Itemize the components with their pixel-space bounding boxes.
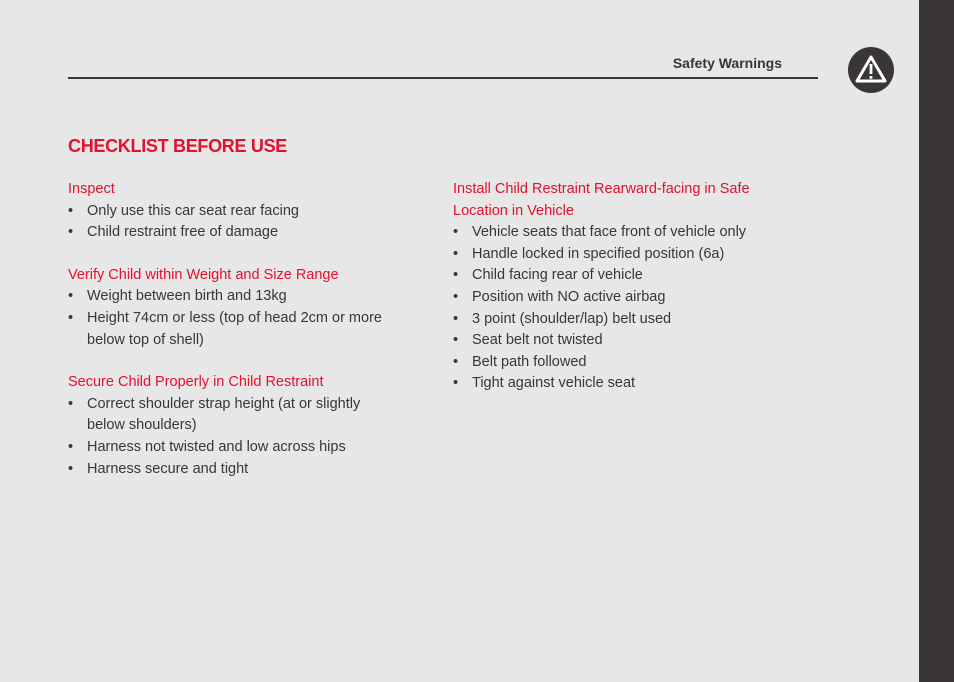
list-item: • Child restraint free of damage xyxy=(68,222,398,244)
checklist-items xyxy=(453,222,773,395)
header-divider xyxy=(68,77,818,79)
list-item: • Harness secure and tight xyxy=(68,459,398,481)
right-column xyxy=(453,179,773,416)
checklist-items xyxy=(68,286,398,351)
list-item: • Height 74cm or less (top of head 2cm or more below top of shell) xyxy=(68,308,398,351)
list-item: • Belt path followed xyxy=(453,352,773,374)
list-item: • Weight between birth and 13kg xyxy=(68,286,398,308)
section-heading: Install Child Restraint Rearward-facing in Safe Location in Vehicle xyxy=(453,181,750,219)
checklist-items xyxy=(68,201,398,244)
section-inspect xyxy=(68,179,398,244)
checklist-title: CHECKLIST BEFORE USE xyxy=(68,136,288,156)
list-item: • Child facing rear of vehicle xyxy=(453,265,773,287)
page-edge-bar xyxy=(919,0,954,682)
list-item: • Tight against vehicle seat xyxy=(453,373,773,395)
list-item: • Vehicle seats that face front of vehicle only xyxy=(453,222,773,244)
section-heading: Verify Child within Weight and Size Range xyxy=(68,266,339,283)
checklist-items xyxy=(68,394,398,480)
left-column xyxy=(68,179,398,501)
section-heading: Inspect xyxy=(68,181,115,197)
section-heading: Secure Child Properly in Child Restraint xyxy=(68,374,324,391)
header-title: Safety Warnings xyxy=(672,55,782,71)
list-item: • Harness not twisted and low across hips xyxy=(68,437,398,459)
list-item: • Correct shoulder strap height (at or slightly below shoulders) xyxy=(68,394,398,437)
list-item: • Only use this car seat rear facing xyxy=(68,201,398,223)
list-item: • Position with NO active airbag xyxy=(453,287,773,309)
section-secure-child xyxy=(68,372,398,480)
list-item: • Handle locked in specified position (6a) xyxy=(453,244,773,266)
list-item: • 3 point (shoulder/lap) belt used xyxy=(453,309,773,331)
warning-triangle-icon xyxy=(848,47,894,93)
section-verify-weight-size xyxy=(68,265,398,351)
list-item: • Seat belt not twisted xyxy=(453,330,773,352)
section-install-rearward xyxy=(453,179,773,395)
